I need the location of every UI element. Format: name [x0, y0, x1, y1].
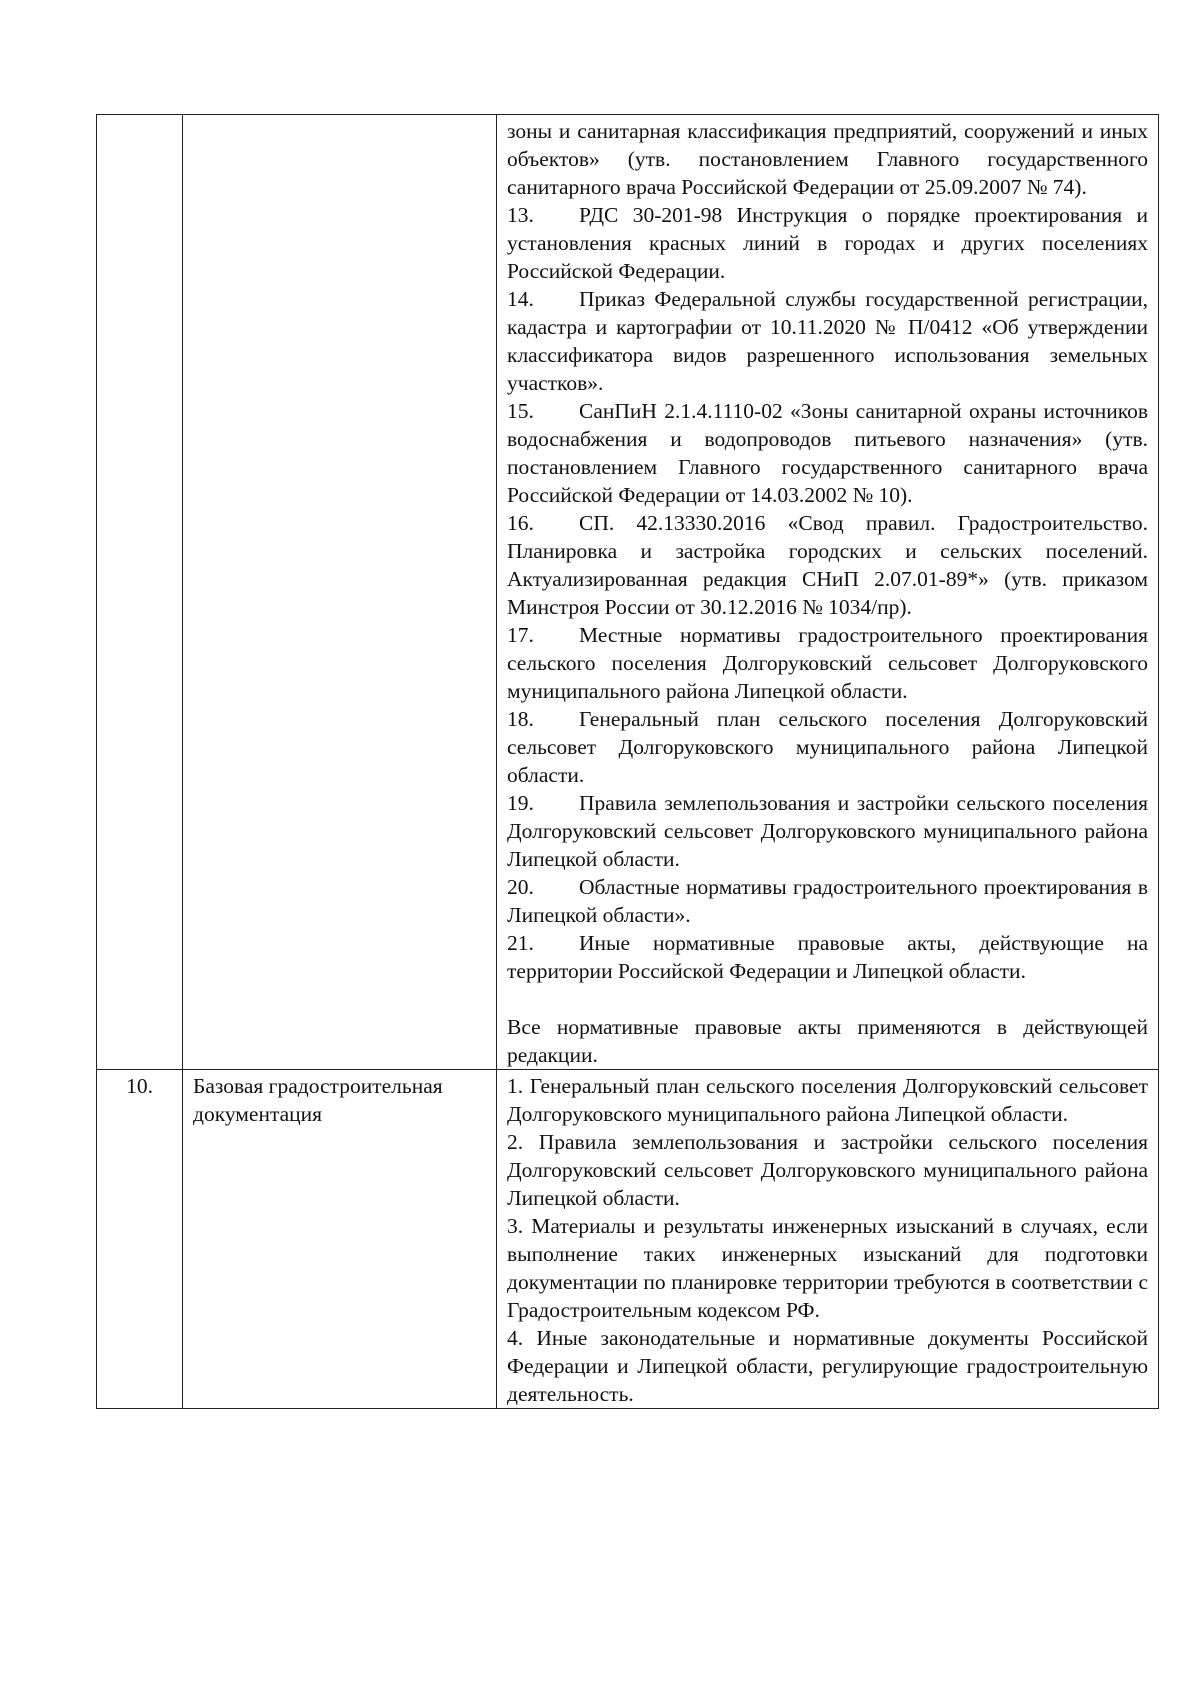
item-number: 21.: [507, 931, 534, 955]
list-item: [507, 201, 1148, 285]
row-number-cell: [97, 115, 183, 1070]
closing-paragraph: Все нормативные правовые акты применяются в действующей редакции.: [507, 1015, 1148, 1067]
item-text: Иные нормативные правовые акты, действующие на территории Российской Федерации и Липецкой области.: [507, 931, 1148, 983]
list-item: 2. Правила землепользования и застройки сельского поселения Долгоруковский сельсовет Долгоруковского муниципального района Липецкой области.: [507, 1130, 1148, 1210]
list-item: [507, 621, 1148, 705]
paragraph-gap: [507, 985, 1148, 1013]
item-text: Генеральный план сельского поселения Долгоруковский сельсовет Долгоруковского муниципального района Липецкой области.: [507, 707, 1148, 787]
list-item: [507, 285, 1148, 397]
list-item: 3. Материалы и результаты инженерных изысканий в случаях, если выполнение таких инженерных изысканий для подготовки документации по планировке территории требуются в соответствии с Градостроительным кодексом РФ.: [507, 1214, 1148, 1322]
intro-paragraph: зоны и санитарная классификация предприятий, сооружений и иных объектов» (утв. постановлением Главного государственного санитарного врача Российской Федерации от 25.09.2007 № 74).: [507, 119, 1148, 199]
table-row: [97, 1070, 1159, 1409]
row-content-cell: [497, 1070, 1159, 1409]
item-number: 15.: [507, 399, 534, 423]
item-text: СанПиН 2.1.4.1110-02 «Зоны санитарной охраны источников водоснабжения и водопроводов питьевого назначения» (утв. постановлением Главного государственного санитарного врача Российской Федерации от 14.03.2002 № 10).: [507, 399, 1148, 507]
list-item: [507, 509, 1148, 621]
item-number: 19.: [507, 791, 534, 815]
list-item: [507, 705, 1148, 789]
list-item: [507, 873, 1148, 929]
item-text: РДС 30-201-98 Инструкция о порядке проектирования и установления красных линий в городах и других поселениях Российской Федерации.: [507, 203, 1148, 283]
requirements-table: [96, 114, 1159, 1409]
item-number: 17.: [507, 623, 534, 647]
item-number: 13.: [507, 203, 534, 227]
list-item: 1. Генеральный план сельского поселения Долгоруковский сельсовет Долгоруковского муниципального района Липецкой области.: [507, 1074, 1148, 1126]
item-text: Приказ Федеральной службы государственной регистрации, кадастра и картографии от 10.11.2020 № П/0412 «Об утверждении классификатора видов разрешенного использования земельных участков».: [507, 287, 1148, 395]
item-number: 16.: [507, 511, 534, 535]
list-item: [507, 789, 1148, 873]
item-text: Областные нормативы градостроительного проектирования в Липецкой области».: [507, 875, 1148, 927]
item-number: 14.: [507, 287, 534, 311]
item-text: СП. 42.13330.2016 «Свод правил. Градостроительство. Планировка и застройка городских и сельских поселений. Актуализированная редакция СНиП 2.07.01-89*» (утв. приказом Минстроя России от 30.12.2016 № 1034/пр).: [507, 511, 1148, 619]
row-name-cell: [183, 115, 497, 1070]
list-item: [507, 929, 1148, 985]
row-name-cell: Базовая градостроительная документация: [183, 1070, 497, 1409]
row-content-cell: [497, 115, 1159, 1070]
list-item: [507, 397, 1148, 509]
row-number-cell: 10.: [97, 1070, 183, 1409]
item-number: 20.: [507, 875, 534, 899]
item-number: 18.: [507, 707, 534, 731]
item-text: Местные нормативы градостроительного проектирования сельского поселения Долгоруковский сельсовет Долгоруковского муниципального района Липецкой области.: [507, 623, 1148, 703]
list-item: 4. Иные законодательные и нормативные документы Российской Федерации и Липецкой области, регулирующие градостроительную деятельность.: [507, 1326, 1148, 1406]
table-row: [97, 115, 1159, 1070]
item-text: Правила землепользования и застройки сельского поселения Долгоруковский сельсовет Долгоруковского муниципального района Липецкой области.: [507, 791, 1148, 871]
